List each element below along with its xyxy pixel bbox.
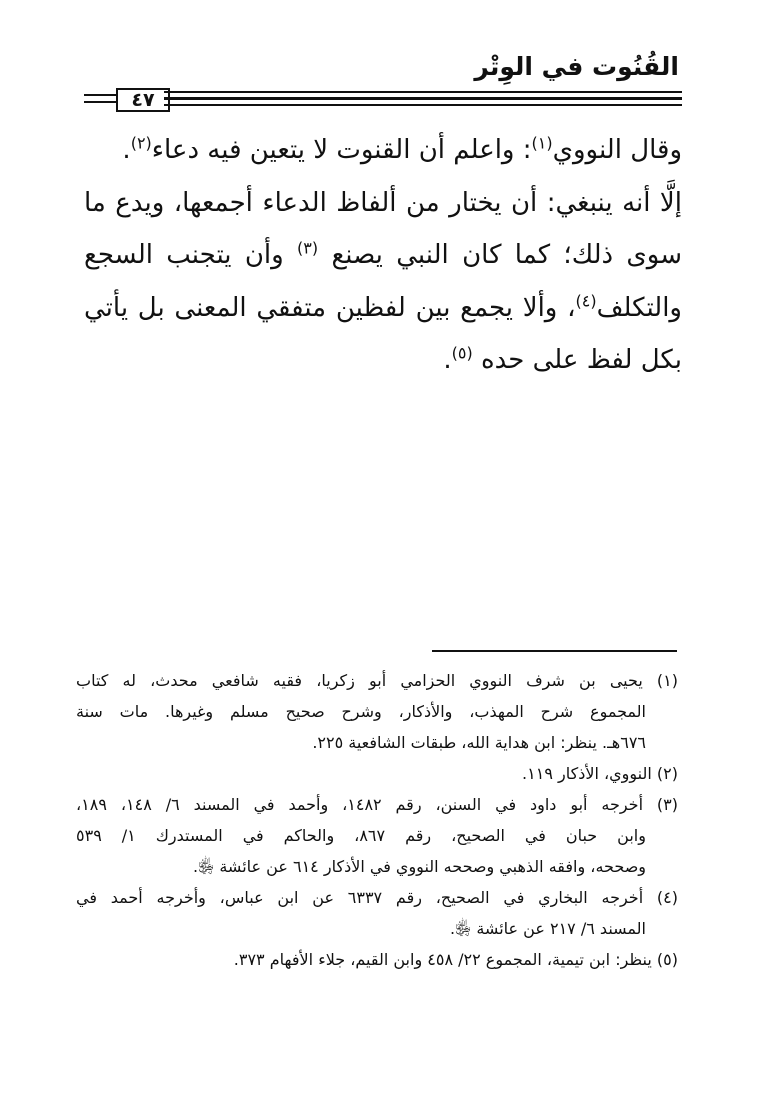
text-run: . (443, 345, 452, 375)
footnote-2 (76, 758, 678, 789)
footnote-ref[interactable]: (١) (531, 133, 553, 153)
body-line (84, 282, 682, 335)
rule-stub (84, 94, 116, 96)
footnote-1 (76, 665, 678, 758)
footnote-line: (٣) أخرجه أبو داود في السنن، رقم ١٤٨٢، وأحمد في المسند ٦/ ١٤٨، ١٨٩، (76, 795, 679, 814)
body-line (84, 229, 682, 282)
main-text (84, 124, 682, 387)
rule-line (164, 104, 682, 106)
text-run: وقال النووي (552, 135, 682, 165)
body-line: إلَّا أنه ينبغي: أن يختار من ألفاظ الدعاء أجمعها، ويدع ما (84, 187, 682, 218)
footnote-line: (٥) ينظر: ابن تيمية، المجموع ٢٢/ ٤٥٨ وابن القيم، جلاء الأفهام ٣٧٣. (233, 950, 678, 969)
footnote-ref[interactable]: (٣) (297, 238, 319, 258)
footnote-separator (432, 650, 677, 652)
footnote-line: (٢) النووي، الأذكار ١١٩. (522, 764, 678, 783)
text-run: سوى ذلك؛ كما كان النبي يصنع (331, 240, 682, 270)
rule-line (164, 97, 682, 100)
text-run: والتكلف (596, 292, 682, 323)
footnote-line: المسند ٦/ ٢١٧ عن عائشة ﵂. (450, 919, 646, 938)
text-run: : واعلم أن القنوت لا يتعين فيه دعاء (151, 135, 532, 165)
footnote-line: وصححه، وافقه الذهبي وصححه النووي في الأذكار ٦١٤ عن عائشة ﵂. (193, 857, 646, 876)
rule-stub (84, 101, 116, 103)
footnote-5 (76, 944, 678, 975)
footnotes (76, 665, 678, 975)
footnote-4 (76, 882, 678, 944)
text-run: وأن يتجنب السجع (84, 240, 298, 270)
footnote-ref[interactable]: (٢) (130, 133, 152, 153)
running-title: القُنُوت في الوِتْر (474, 52, 679, 81)
footnote-ref[interactable]: (٤) (575, 290, 597, 310)
footnote-line: المجموع شرح المهذب، والأذكار، وشرح صحيح مسلم وغيرها. مات سنة (76, 702, 646, 721)
footnote-line: ٦٧٦هـ. ينظر: ابن هداية الله، طبقات الشافعية ٢٢٥. (312, 733, 646, 752)
footnote-line: (٤) أخرجه البخاري في الصحيح، رقم ٦٣٣٧ عن ابن عباس، وأخرجه أحمد في (76, 888, 678, 907)
footnote-3 (76, 789, 678, 882)
body-line (84, 334, 682, 387)
text-run: . (122, 135, 131, 165)
footnote-line: (١) يحيى بن شرف النووي الحزامي أبو زكريا، فقيه شافعي محدث، له كتاب (76, 671, 678, 690)
text-run: ، وألا يجمع بين لفظين متفقي المعنى بل يأتي (84, 292, 576, 323)
rule-line (164, 91, 682, 93)
footnote-ref[interactable]: (٥) (451, 343, 473, 363)
page-number: ٤٧ (116, 88, 170, 112)
header-rule (84, 88, 682, 110)
footnote-line: وابن حبان في الصحيح، رقم ٨٦٧، والحاكم في المستدرك ١/ ٥٣٩ (76, 826, 646, 845)
text-run: بكل لفظ على حده (481, 345, 682, 375)
body-line (84, 124, 682, 177)
